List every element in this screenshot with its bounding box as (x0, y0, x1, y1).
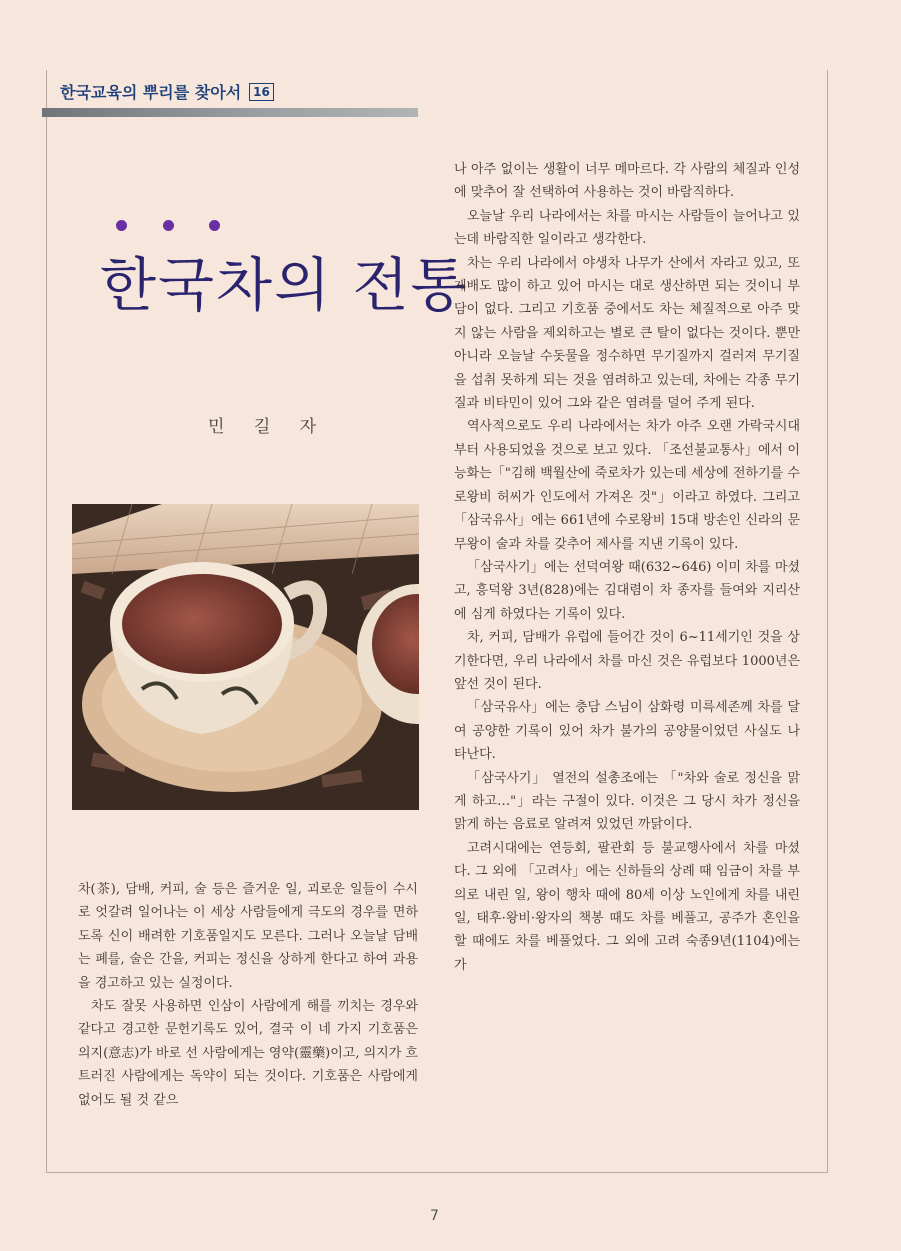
paragraph: 「삼국사기」에는 선덕여왕 때(632~646) 이미 차를 마셨고, 흥덕왕 3년(828)에는 김대렴이 차 종자를 들여와 지리산에 심게 하였다는 기록이 있다. (454, 559, 800, 622)
tea-cup-photo (72, 504, 419, 810)
paragraph: 차는 우리 나라에서 야생차 나무가 산에서 자라고 있고, 또 재배도 많이 하고 있어 마시는 대로 생산하면 되는 것이니 부담이 없다. 그리고 기호품 중에서도 차는 체질적으로 아주 맞지 않는 사람을 제외하고는 별로 큰 탈이 없다는 것이다. 뿐만 아니라 오늘날 수돗물을 정수하면 무기질까지 걸러져 무기질을 섭취 못하게 되는 것을 염려하고 있는데, 차에는 각종 무기질과 비타민이 있어 그와 같은 염려를 덜어 주게 된다. (454, 255, 800, 412)
dot-icon (209, 220, 220, 231)
dot-icon (163, 220, 174, 231)
paragraph: 차, 커피, 담배가 유럽에 들어간 것이 6~11세기인 것을 상기한다면, 우리 나라에서 차를 마신 것은 유럽보다 1000년은 앞선 것이 된다. (454, 630, 800, 692)
paragraph: 차도 잘못 사용하면 인삼이 사람에게 해를 끼치는 경우와 같다고 경고한 문헌기록도 있어, 결국 이 네 가지 기호품은 의지(意志)가 바로 선 사람에게는 영약(靈藥)이고, 의지가 흐트러진 사람에게는 독약이 되는 것이다. 기호품은 사람에게 없어도 될 것 같으 (78, 999, 418, 1108)
left-column (78, 878, 418, 1112)
dot-icon (116, 220, 127, 231)
paragraph: 「삼국사기」 열전의 설총조에는 「"차와 술로 정신을 맑게 하고…"」라는 구절이 있다. 이것은 그 당시 차가 정신을 맑게 하는 음료로 알려져 있었던 까닭이다. (454, 770, 800, 833)
series-header (60, 80, 274, 103)
paragraph: 차(茶), 담배, 커피, 술 등은 즐거운 일, 괴로운 일들이 수시로 엇갈려 일어나는 이 세상 사람들에게 극도의 경우를 면하도록 신이 배려한 기호품일지도 모른다. 그러나 오늘날 담배는 폐를, 술은 간을, 커피는 정신을 상하게 한다고 하여 과용을 경고하고 있는 실정이다. (78, 882, 418, 991)
series-number: 16 (249, 83, 274, 101)
page-number: 7 (430, 1208, 439, 1224)
article-title: 한국차의 전통 (100, 251, 469, 319)
paragraph: 「삼국유사」에는 충담 스님이 삼화령 미륵세존께 차를 달여 공양한 기록이 있어 차가 불가의 공양물이었던 사실도 나타난다. (454, 700, 800, 763)
paragraph: 나 아주 없이는 생활이 너무 메마르다. 각 사람의 체질과 인성에 맞추어 잘 선택하여 사용하는 것이 바람직하다. (454, 162, 800, 201)
article-author: 민 길 자 (208, 417, 329, 437)
paragraph: 역사적으로도 우리 나라에서는 차가 아주 오랜 가락국시대부터 사용되었을 것으로 보고 있다. 「조선불교통사」에서 이능화는「"김해 백월산에 죽로차가 있는데 세상에 전하기를 수로왕비 허씨가 인도에서 가져온 것"」이라고 하였다. 그리고「삼국유사」에는 661년에 수로왕비 15대 방손인 신라의 문무왕이 술과 차를 갖추어 제사를 지낸 기록이 있다. (454, 419, 800, 552)
header-bar (42, 108, 418, 117)
title-dots (100, 220, 469, 240)
series-title: 한국교육의 뿌리를 찾아서 (60, 83, 242, 102)
paragraph: 오늘날 우리 나라에서는 차를 마시는 사람들이 늘어나고 있는데 바람직한 일이라고 생각한다. (454, 208, 800, 248)
title-block (100, 220, 469, 322)
right-column (454, 158, 800, 977)
paragraph: 고려시대에는 연등회, 팔관회 등 불교행사에서 차를 마셨다. 그 외에 「고려사」에는 신하들의 상례 때 임금이 차를 부의로 내린 일, 왕이 행차 때에 80세 이상 노인에게 차를 내린 일, 태후·왕비·왕자의 책봉 때도 차를 베풀고, 공주가 혼인을 할 때에도 차를 베풀었다. 그 외에 고려 숙종9년(1104)에는 가 (454, 840, 800, 973)
